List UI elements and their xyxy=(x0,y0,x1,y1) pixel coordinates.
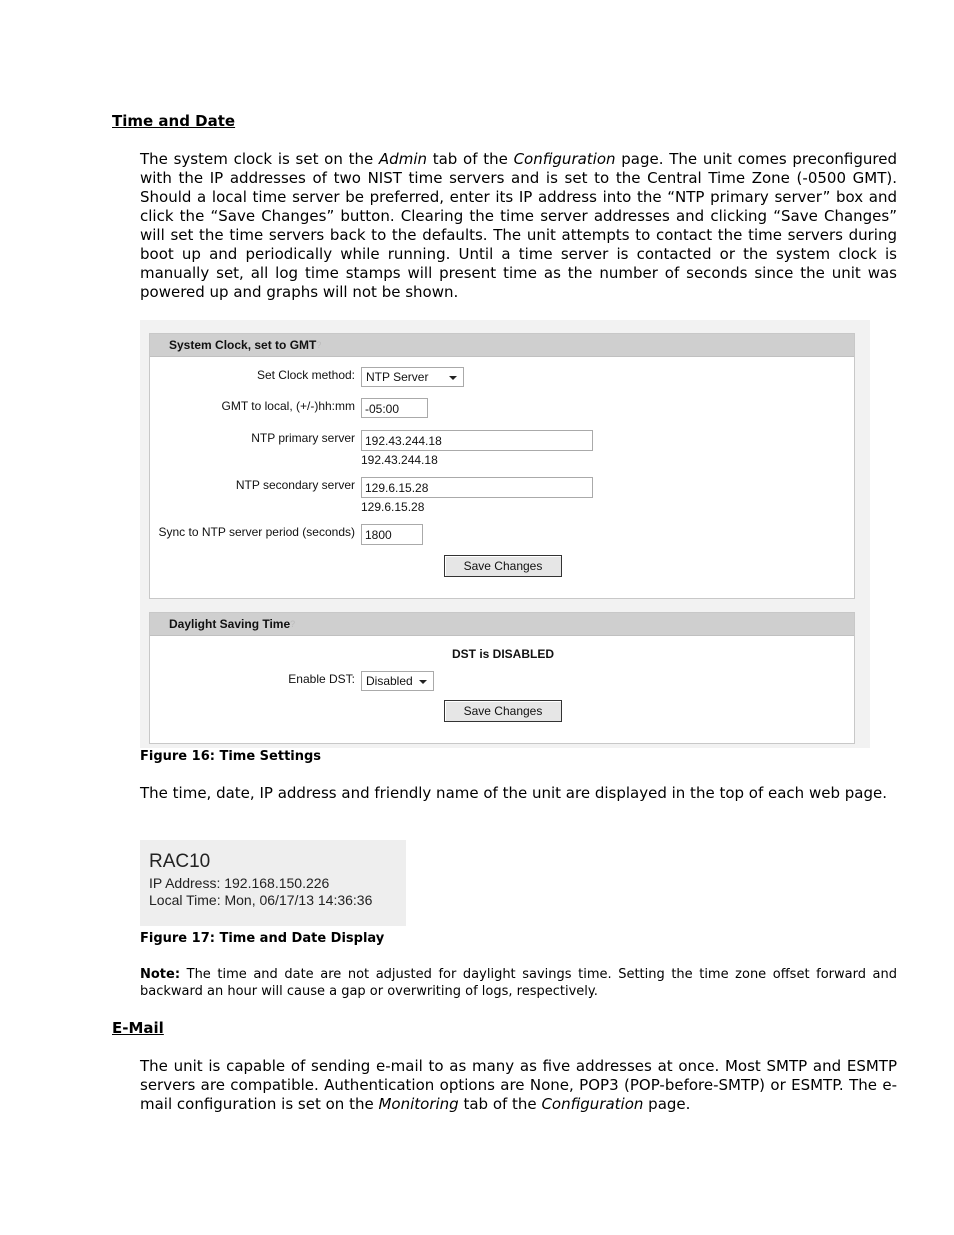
unit-name: RAC10 xyxy=(149,851,211,872)
note-paragraph xyxy=(140,966,897,1000)
enable-dst-select[interactable] xyxy=(361,671,434,691)
text-run: tab of the xyxy=(458,1095,542,1113)
emphasis-text: Configuration xyxy=(513,150,616,168)
ip-address-line: IP Address: 192.168.150.226 xyxy=(149,875,330,891)
set-clock-method-select[interactable] xyxy=(361,367,464,387)
set-clock-method-label: Set Clock method: xyxy=(256,368,355,382)
save-changes-button[interactable]: Save Changes xyxy=(444,700,562,722)
daylight-saving-panel xyxy=(149,612,855,744)
chevron-down-icon xyxy=(419,680,427,684)
emphasis-text: Admin xyxy=(378,150,427,168)
system-clock-panel-header xyxy=(150,334,854,357)
ntp-secondary-label: NTP secondary server xyxy=(235,478,355,492)
system-clock-panel-title: System Clock, set to GMT xyxy=(169,338,317,352)
display-paragraph: The time, date, IP address and friendly name of the unit are displayed in the top of each web page. xyxy=(140,784,887,802)
emphasis-text: Configuration xyxy=(541,1095,644,1113)
note-label: Note: xyxy=(140,967,181,982)
emphasis-text: Monitoring xyxy=(378,1095,459,1113)
help-icon[interactable]: ? xyxy=(316,340,322,350)
chevron-down-icon xyxy=(449,376,457,380)
ntp-primary-input[interactable]: 192.43.244.18 xyxy=(361,430,593,451)
daylight-saving-panel-header xyxy=(150,613,854,636)
note-text: The time and date are not adjusted for daylight savings time. Setting the time zone offset forward and backward an hour will cause a gap or overwriting of logs, respectively. xyxy=(140,967,897,999)
time-settings-figure xyxy=(140,320,870,748)
enable-dst-label: Enable DST: xyxy=(288,672,355,686)
section-heading-email: E-Mail xyxy=(112,1019,164,1037)
gmt-offset-input[interactable]: -05:00 xyxy=(361,398,428,418)
local-time-line: Local Time: Mon, 06/17/13 14:36:36 xyxy=(149,892,373,908)
system-clock-panel xyxy=(149,333,855,599)
text-run: The system clock is set on the xyxy=(140,150,379,168)
dst-status-text: DST is DISABLED xyxy=(452,647,555,661)
help-icon[interactable]: ? xyxy=(290,619,296,629)
ntp-primary-current: 192.43.244.18 xyxy=(361,453,438,467)
section-heading-time-and-date: Time and Date xyxy=(112,112,236,130)
text-run: page. The unit comes preconfigured with the IP addresses of two NIST time servers and is set to the Central Time Zone (-0500 GMT). Should a local time server be preferred, enter its IP address into the “NTP primary server” box and click the “Save Changes” button. Clearing the time server addresses and clicking “Save Changes” will set the time servers back to the defaults. The unit attempts to contact the time servers during boot up and periodically while running. Until a time server is contacted or the system clock is manually set, all log time stamps will present time as the number of seconds since the unit was powered up and graphs will not be shown. xyxy=(140,150,897,301)
ntp-secondary-current: 129.6.15.28 xyxy=(361,500,425,514)
sync-period-input[interactable]: 1800 xyxy=(361,524,423,545)
sync-period-label: Sync to NTP server period (seconds) xyxy=(158,525,355,539)
figure-16-caption: Figure 16: Time Settings xyxy=(140,749,322,764)
save-changes-button[interactable]: Save Changes xyxy=(444,555,562,577)
time-date-display-figure xyxy=(140,840,406,926)
text-run: page. xyxy=(643,1095,691,1113)
daylight-saving-panel-title: Daylight Saving Time xyxy=(169,617,291,631)
text-run: The unit is capable of sending e-mail to as many as five addresses at once. Most SMTP and ESMTP servers are compatible. Authentication options are None, POP3 (POP-before-SMTP) or ESMTP. The e-mail configuration is set on the xyxy=(140,1057,897,1113)
email-paragraph xyxy=(140,1057,897,1114)
time-date-paragraph xyxy=(140,150,897,302)
ntp-secondary-input[interactable]: 129.6.15.28 xyxy=(361,477,593,498)
set-clock-method-value: NTP Server xyxy=(366,370,429,384)
ntp-primary-label: NTP primary server xyxy=(251,431,355,445)
enable-dst-value: Disabled xyxy=(366,674,413,688)
text-run: tab of the xyxy=(427,150,514,168)
gmt-offset-label: GMT to local, (+/-)hh:mm xyxy=(221,399,355,413)
figure-17-caption: Figure 17: Time and Date Display xyxy=(140,931,385,946)
